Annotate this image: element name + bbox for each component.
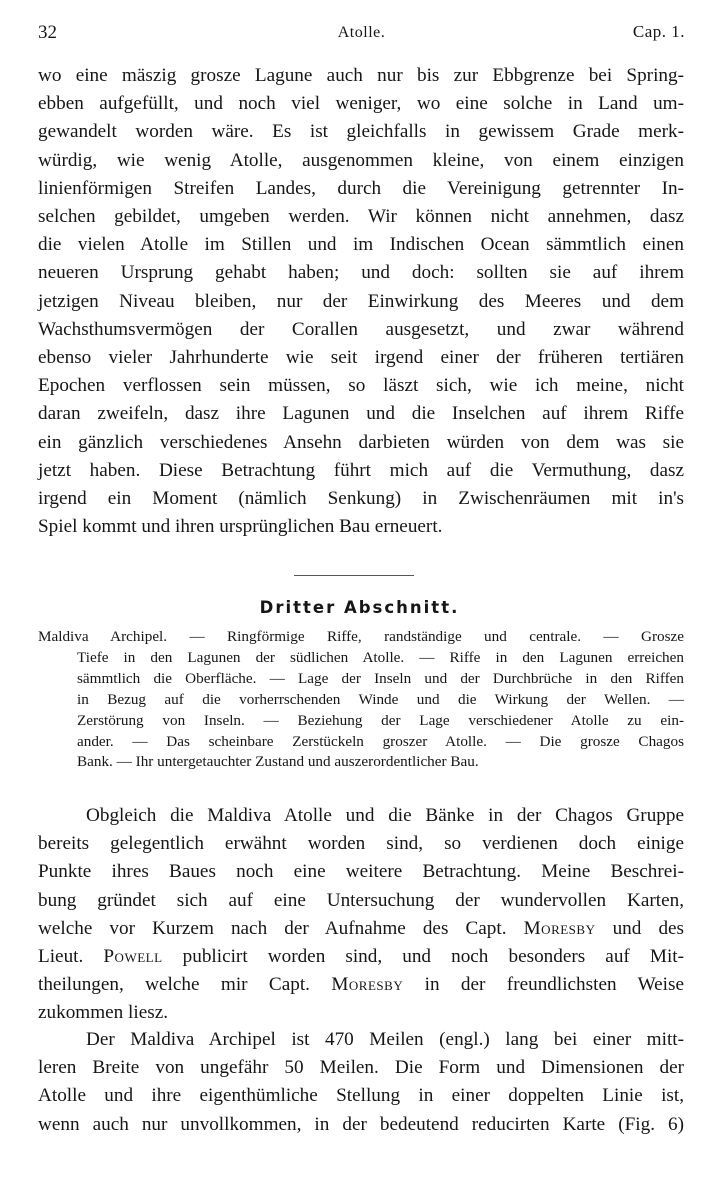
section-heading: Dritter Abschnitt.	[259, 598, 460, 617]
text-line	[38, 915, 684, 943]
text-line: ebben aufgefüllt, und noch viel weniger, wo eine solche in Land um-	[38, 93, 684, 115]
text-line: bung gründet sich auf eine Untersuchung der wundervollen Karten,	[38, 889, 684, 911]
paragraph-1	[38, 62, 684, 541]
running-title: Atolle.	[337, 24, 386, 41]
text-line: Wachsthumsvermögen der Corallen ausgesetzt, und zwar während	[38, 318, 684, 340]
summary-line: ander. — Das scheinbare Zerstückeln groszer Atolle. — Die grosze Chagos	[77, 732, 684, 750]
page-number: 32	[38, 22, 57, 43]
text-run: in der freundlichsten Weise	[424, 974, 685, 996]
text-line: Epochen verflossen sein müssen, so läszt sich, wie ich meine, nicht	[38, 375, 684, 397]
text-line: Obgleich die Maldiva Atolle und die Bänke in der Chagos Gruppe	[86, 805, 684, 826]
text-line: ein gänzlich verschiedenes Ansehn darbieten würden von dem was sie	[38, 431, 684, 453]
text-line: jetzigen Niveau bleiben, nur der Einwirkung des Meeres und dem	[38, 290, 684, 312]
chapter-label: Cap. 1.	[632, 22, 685, 41]
page-header	[38, 22, 685, 46]
text-line: Atolle und ihre eigenthümliche Stellung in einer doppelten Linie ist,	[38, 1085, 684, 1107]
summary-line: sämmtlich die Oberfläche. — Lage der Inseln und der Durchbrüche in den Riffen	[77, 669, 684, 687]
text-line: leren Breite von ungefähr 50 Meilen. Die Form und Dimensionen der	[38, 1057, 684, 1079]
text-line	[38, 943, 684, 971]
summary-line: Bank. — Ihr untergetauchter Zustand und auszerordentlicher Bau.	[77, 753, 479, 771]
text-line: daran zweifeln, dasz ihre Lagunen und die Inselchen auf ihrem Riffe	[38, 403, 684, 425]
text-line: wo eine mäszig grosze Lagune auch nur bis zur Ebbgrenze bei Spring-	[38, 65, 684, 86]
text-line: Punkte ihres Baues noch eine weitere Betrachtung. Meine Beschrei-	[38, 861, 684, 883]
text-line: zukommen liesz.	[38, 1002, 169, 1024]
text-line: jetzt haben. Diese Betrachtung führt mich auf die Vermuthung, dasz	[38, 459, 684, 481]
person-name: Powell	[103, 946, 163, 968]
text-line: linienförmigen Streifen Landes, durch die Vereinigung getrennter In-	[38, 177, 684, 199]
text-line: gewandelt worden wäre. Es ist gleichfalls in gewissem Grade merk-	[38, 121, 684, 143]
text-run: und des	[612, 917, 685, 939]
text-line: ebenso vieler Jahrhunderte wie seit irgend einer der früheren tertiären	[38, 347, 684, 369]
section-summary	[38, 627, 684, 773]
text-line: neueren Ursprung gehabt haben; und doch: sollten sie auf ihrem	[38, 262, 684, 284]
text-line: bereits gelegentlich erwähnt worden sind, so verdienen doch einige	[38, 833, 684, 855]
text-line: die vielen Atolle im Stillen und im Indischen Ocean sämmtlich einen	[38, 234, 684, 256]
text-line: irgend ein Moment (nämlich Senkung) in Zwischenräumen mit in's	[38, 488, 684, 510]
summary-line: Tiefe in den Lagunen der südlichen Atolle. — Riffe in den Lagunen erreichen	[77, 648, 684, 666]
text-line: selchen gebildet, umgeben werden. Wir können nicht annehmen, dasz	[38, 206, 684, 228]
text-line: würdig, wie wenig Atolle, ausgenommen kleine, von einem einzigen	[38, 149, 684, 171]
section-divider	[294, 575, 414, 576]
person-name: Moresby	[523, 917, 596, 939]
text-line: Spiel kommt und ihren ursprünglichen Bau erneuert.	[38, 516, 443, 538]
text-run: Lieut.	[38, 946, 84, 968]
person-name: Moresby	[331, 974, 404, 996]
summary-line: Zerstörung von Inseln. — Beziehung der Lage verschiedener Atolle zu ein-	[77, 711, 684, 729]
paragraph-3	[38, 1026, 684, 1139]
text-run: publicirt worden sind, und noch besonders auf Mit-	[182, 946, 685, 968]
paragraph-2	[38, 802, 684, 1028]
text-line: wenn auch nur unvollkommen, in der bedeutend reducirten Karte (Fig. 6)	[38, 1113, 684, 1135]
text-line	[38, 971, 684, 999]
text-run: theilungen, welche mir Capt.	[38, 974, 310, 996]
text-line: Der Maldiva Archipel ist 470 Meilen (engl.) lang bei einer mitt-	[86, 1029, 684, 1050]
summary-line: in Bezug auf die vorherrschenden Winde und die Wirkung der Wellen. —	[77, 690, 684, 708]
text-run: welche vor Kurzem nach der Aufnahme des Capt.	[38, 917, 507, 939]
summary-line: Maldiva Archipel. — Ringförmige Riffe, randständige und centrale. — Grosze	[38, 628, 684, 645]
